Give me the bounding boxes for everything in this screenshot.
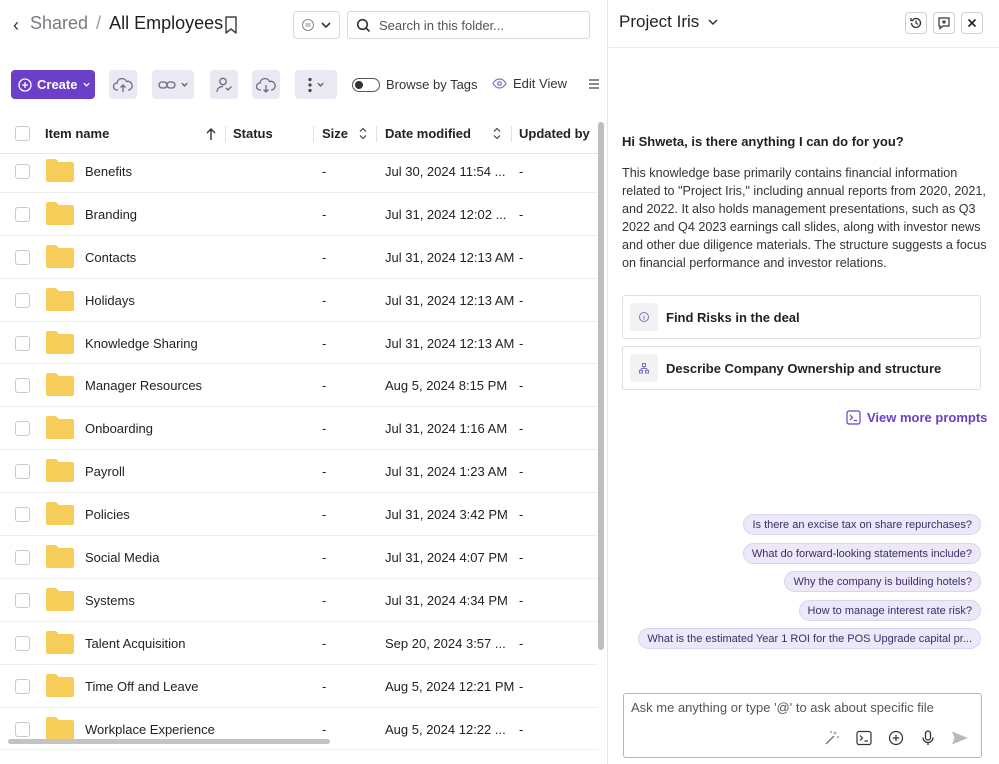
folder-icon <box>45 543 75 569</box>
item-size: - <box>322 635 327 651</box>
breadcrumb <box>30 13 223 34</box>
item-name[interactable]: Time Off and Leave <box>85 678 199 694</box>
table-row[interactable] <box>0 193 598 236</box>
item-updated-by: - <box>519 249 524 265</box>
item-size: - <box>322 507 327 523</box>
item-updated-by: - <box>519 635 524 651</box>
create-button[interactable] <box>11 70 95 99</box>
close-icon <box>966 17 978 29</box>
item-name[interactable]: Branding <box>85 206 138 222</box>
item-date-modified: Jul 31, 2024 12:13 AM <box>385 335 515 351</box>
upload-button[interactable] <box>109 70 137 99</box>
user-share-icon <box>215 76 233 94</box>
item-updated-by: - <box>519 421 524 437</box>
item-size: - <box>322 335 327 351</box>
column-updated-by[interactable] <box>519 126 590 141</box>
sort-toggle-icon[interactable] <box>358 126 368 141</box>
item-name[interactable]: Policies <box>85 507 130 523</box>
history-button[interactable] <box>905 12 927 34</box>
browse-by-tags-label: Browse by Tags <box>386 77 478 92</box>
new-chat-button[interactable] <box>933 12 955 34</box>
folder-icon <box>45 629 75 655</box>
item-date-modified: Jul 30, 2024 11:54 ... <box>385 164 506 179</box>
item-updated-by: - <box>519 292 524 308</box>
item-name[interactable]: Talent Acquisition <box>85 635 186 651</box>
search-icon <box>356 18 371 33</box>
folder-icon <box>45 457 75 483</box>
column-status[interactable] <box>233 126 273 141</box>
item-size: - <box>322 206 327 222</box>
suggestion-chip[interactable]: Is there an excise tax on share repurchases? <box>743 514 981 535</box>
column-divider[interactable] <box>376 126 377 142</box>
breadcrumb-current: All Employees <box>109 13 224 33</box>
table-row[interactable] <box>0 493 598 536</box>
microphone-icon[interactable] <box>918 728 938 748</box>
table-row[interactable] <box>0 236 598 279</box>
item-size: - <box>322 164 327 179</box>
folder-icon <box>45 414 75 440</box>
download-button[interactable] <box>252 70 280 99</box>
item-size: - <box>322 550 327 566</box>
send-icon[interactable] <box>950 728 970 748</box>
add-attachment-icon[interactable] <box>886 728 906 748</box>
chat-input[interactable] <box>631 700 971 722</box>
table-row[interactable] <box>0 364 598 407</box>
close-button[interactable] <box>961 12 983 34</box>
item-size: - <box>322 292 327 308</box>
chevron-down-icon <box>707 16 719 28</box>
column-divider[interactable] <box>511 126 512 142</box>
folder-icon <box>45 157 75 183</box>
item-updated-by: - <box>519 678 524 694</box>
breadcrumb-separator: / <box>96 13 102 33</box>
item-size: - <box>322 678 327 694</box>
project-title: Project Iris <box>619 12 700 31</box>
plus-circle-icon <box>18 78 32 92</box>
edit-view-button[interactable] <box>492 76 567 91</box>
search-input[interactable] <box>379 18 569 33</box>
folder-icon <box>45 672 75 698</box>
item-name[interactable]: Knowledge Sharing <box>85 335 198 351</box>
item-date-modified: Jul 31, 2024 4:34 PM <box>385 592 508 608</box>
column-item-name[interactable] <box>45 126 109 141</box>
folder-icon <box>45 586 75 612</box>
column-divider[interactable] <box>225 126 226 142</box>
item-date-modified: Sep 20, 2024 3:57 ... <box>385 635 506 651</box>
item-name[interactable]: Payroll <box>85 464 125 480</box>
item-date-modified: Jul 31, 2024 12:13 AM <box>385 292 515 308</box>
item-name[interactable]: Contacts <box>85 249 137 265</box>
magic-wand-icon[interactable] <box>822 728 842 748</box>
item-date-modified: Aug 5, 2024 12:21 PM <box>385 678 515 694</box>
item-date-modified: Jul 31, 2024 12:02 ... <box>385 206 507 222</box>
vertical-scrollbar[interactable] <box>598 122 604 650</box>
item-date-modified: Jul 31, 2024 12:13 AM <box>385 249 515 265</box>
link-icon <box>158 79 176 91</box>
project-selector[interactable] <box>619 12 719 32</box>
more-vertical-icon <box>308 77 312 93</box>
row-checkbox[interactable] <box>15 550 30 565</box>
table-row[interactable] <box>0 622 598 665</box>
suggestion-chip[interactable]: What is the estimated Year 1 ROI for the POS Upgrade capital pr... <box>638 628 981 649</box>
folder-icon <box>45 371 75 397</box>
column-divider[interactable] <box>313 126 314 142</box>
row-checkbox[interactable] <box>15 207 30 222</box>
table-row[interactable] <box>0 536 598 579</box>
item-updated-by: - <box>519 550 524 566</box>
item-date-modified: Jul 31, 2024 1:16 AM <box>385 421 508 437</box>
table-row[interactable] <box>0 579 598 622</box>
item-updated-by: - <box>519 507 524 523</box>
table-row[interactable] <box>0 450 598 493</box>
row-checkbox[interactable] <box>15 164 30 179</box>
eye-icon <box>492 78 507 89</box>
suggestion-chip[interactable]: How to manage interest rate risk? <box>799 600 981 621</box>
table-row[interactable] <box>0 665 598 708</box>
item-size: - <box>322 249 327 265</box>
view-circle-icon <box>301 18 315 32</box>
prompt-card-ownership[interactable] <box>622 346 981 390</box>
chevron-down-icon <box>82 80 91 89</box>
column-date-modified[interactable] <box>385 126 471 141</box>
assistant-header <box>609 0 999 48</box>
row-checkbox[interactable] <box>15 336 30 351</box>
item-size: - <box>322 464 327 480</box>
cloud-upload-icon <box>113 77 133 93</box>
view-more-label: View more prompts <box>867 410 988 425</box>
item-updated-by: - <box>519 592 524 608</box>
info-icon <box>630 303 658 331</box>
column-date-modified-label: Date modified <box>385 126 471 141</box>
item-date-modified: Aug 5, 2024 12:22 ... <box>385 721 506 737</box>
column-size-label: Size <box>322 126 349 141</box>
prompt-card-risks[interactable] <box>622 295 981 339</box>
chat-plus-icon <box>937 16 951 30</box>
org-structure-icon <box>630 354 658 382</box>
view-selector[interactable] <box>293 11 340 39</box>
item-updated-by: - <box>519 206 524 222</box>
item-size: - <box>322 378 327 394</box>
column-status-label: Status <box>233 126 273 141</box>
row-checkbox[interactable] <box>15 679 30 694</box>
item-name[interactable]: Social Media <box>85 550 160 566</box>
item-updated-by: - <box>519 464 524 480</box>
item-updated-by: - <box>519 721 524 737</box>
item-updated-by: - <box>519 378 524 394</box>
bookmark-icon[interactable] <box>222 15 240 35</box>
row-checkbox[interactable] <box>15 636 30 651</box>
select-all-checkbox[interactable] <box>15 126 30 141</box>
item-name[interactable]: Workplace Experience <box>85 721 215 737</box>
cloud-download-icon <box>256 77 276 93</box>
more-actions-button[interactable] <box>295 70 337 99</box>
item-name[interactable]: Onboarding <box>85 421 153 437</box>
table-row[interactable] <box>0 322 598 365</box>
item-size: - <box>322 421 327 437</box>
item-name[interactable]: Benefits <box>85 164 132 179</box>
item-size: - <box>322 592 327 608</box>
file-list <box>0 150 598 750</box>
list-view-icon[interactable] <box>588 78 600 90</box>
assistant-pane <box>609 0 999 764</box>
row-checkbox[interactable] <box>15 250 30 265</box>
suggestion-chip[interactable]: What do forward-looking statements include? <box>743 543 981 564</box>
breadcrumb-shared[interactable]: Shared <box>30 13 89 33</box>
item-name[interactable]: Holidays <box>85 292 135 308</box>
folder-header <box>0 0 608 50</box>
terminal-icon <box>846 410 861 425</box>
sort-ascending-icon[interactable] <box>205 127 217 141</box>
chevron-down-icon <box>180 80 189 89</box>
row-checkbox[interactable] <box>15 421 30 436</box>
item-date-modified: Jul 31, 2024 1:23 AM <box>385 464 508 480</box>
table-row[interactable] <box>0 708 598 751</box>
back-icon[interactable]: ‹ <box>13 14 19 35</box>
share-user-button[interactable] <box>210 70 238 99</box>
horizontal-scrollbar[interactable] <box>8 739 330 744</box>
column-item-name-label: Item name <box>45 126 110 141</box>
chevron-down-icon <box>316 80 325 89</box>
row-checkbox[interactable] <box>15 507 30 522</box>
terminal-prompt-icon[interactable] <box>854 728 874 748</box>
edit-view-label: Edit View <box>513 76 567 91</box>
chat-input-box <box>623 693 982 758</box>
table-header <box>0 114 598 154</box>
row-checkbox[interactable] <box>15 464 30 479</box>
row-checkbox[interactable] <box>15 293 30 308</box>
folder-icon <box>45 286 75 312</box>
row-checkbox[interactable] <box>15 593 30 608</box>
item-updated-by: - <box>519 335 524 351</box>
item-date-modified: Jul 31, 2024 4:07 PM <box>385 550 508 566</box>
item-updated-by: - <box>519 164 524 179</box>
toolbar <box>0 62 608 106</box>
chevron-down-icon <box>320 19 332 31</box>
table-row[interactable] <box>0 279 598 322</box>
item-name[interactable]: Manager Resources <box>85 378 203 394</box>
row-checkbox[interactable] <box>15 378 30 393</box>
assistant-summary: This knowledge base primarily contains financial information related to "Project Iris," including annual reports from 2020, 2021, and 2022. It also holds management presentations, such as Q3 2022 and Q4 2023 earnings call slides, along with investor news and other due diligence materials. The structure suggests a focus on financial performance and investor relations. <box>622 166 987 270</box>
search-box <box>347 11 590 39</box>
item-date-modified: Aug 5, 2024 8:15 PM <box>385 378 508 394</box>
column-updated-by-label: Updated by <box>519 126 590 141</box>
folder-icon <box>45 329 75 355</box>
history-icon <box>909 16 923 30</box>
prompt-card-label: Describe Company Ownership and structure <box>666 360 942 376</box>
item-date-modified: Jul 31, 2024 3:42 PM <box>385 507 508 523</box>
row-checkbox[interactable] <box>15 722 30 737</box>
folder-icon <box>45 500 75 526</box>
table-row[interactable] <box>0 407 598 450</box>
link-button[interactable] <box>152 70 194 99</box>
item-name[interactable]: Systems <box>85 592 135 608</box>
table-row[interactable] <box>0 150 598 193</box>
sort-toggle-icon[interactable] <box>492 126 502 141</box>
view-more-prompts-link[interactable] <box>846 410 987 425</box>
assistant-greeting: Hi Shweta, is there anything I can do for you? <box>622 134 904 149</box>
prompt-card-label: Find Risks in the deal <box>666 309 800 325</box>
folder-icon <box>45 243 75 269</box>
create-label: Create <box>37 77 78 92</box>
folder-icon <box>45 200 75 226</box>
browse-by-tags-toggle[interactable] <box>352 78 380 92</box>
column-size[interactable] <box>322 126 348 141</box>
folder-icon <box>45 715 75 741</box>
suggestion-chip[interactable]: Why the company is building hotels? <box>784 571 981 592</box>
item-size: - <box>322 721 327 737</box>
